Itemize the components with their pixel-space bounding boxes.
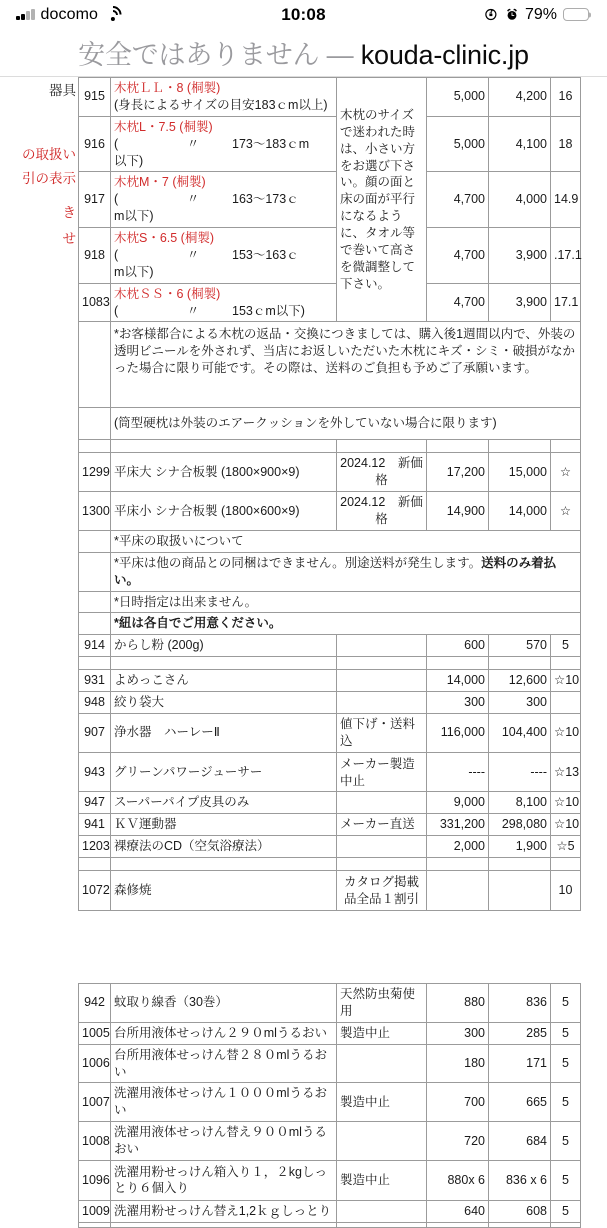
cell-code-empty (79, 657, 111, 670)
cell-name: からし粉 (200g) (111, 635, 337, 657)
table-row (79, 1200, 581, 1222)
cell-list-price: 14,900 (427, 492, 489, 531)
table-row-note (79, 613, 581, 635)
cell-hiradoko-note-1 (111, 552, 581, 591)
cell-sale-empty (489, 858, 551, 871)
cell-code: 1009 (79, 1200, 111, 1222)
cell-points: 16 (551, 78, 581, 117)
size-range: 173〜183ｃm (232, 136, 310, 151)
cell-list-price: 4,700 (427, 228, 489, 284)
cell-list-empty (427, 440, 489, 453)
table-row (79, 692, 581, 714)
cell-hiradoko-note-3: *紐は各自でご用意ください。 (111, 613, 581, 635)
cell-code: 943 (79, 752, 111, 792)
cell-note (337, 1122, 427, 1161)
cell-list-price: 5,000 (427, 78, 489, 117)
product-name-line2 (114, 303, 333, 320)
cell-sale-price: 12,600 (489, 670, 551, 692)
table-row (79, 713, 581, 752)
product-name-line2 (114, 136, 333, 153)
table-row (79, 283, 581, 322)
cell-points: 17.1 (551, 283, 581, 322)
cell-name: スーパーパイプ皮具のみ (111, 792, 337, 814)
cell-name: 洗濯用液体せっけん１０００mlうるおい (111, 1083, 337, 1122)
cell-note (337, 635, 427, 657)
cell-list-price: 720 (427, 1122, 489, 1161)
cell-name: 森修焼 (111, 871, 337, 911)
cell-list-price: 5,000 (427, 116, 489, 172)
table-row (79, 752, 581, 792)
cell-sale-price: 4,000 (489, 172, 551, 228)
cell-points (551, 692, 581, 714)
table-row (79, 172, 581, 228)
cell-hiradoko-note-0: *平床の取扱いについて (111, 530, 581, 552)
cell-list-price: 880x 6 (427, 1160, 489, 1200)
cell-list-price (427, 871, 489, 911)
cell-list-price: 9,000 (427, 792, 489, 814)
cell-code: 915 (79, 78, 111, 117)
cell-note: 製造中止 (337, 1160, 427, 1200)
cell-sale-price: 298,080 (489, 814, 551, 836)
table-row-spacer (79, 657, 581, 670)
product-name-line3: m以下) (114, 209, 154, 224)
cell-name: よめっこさん (111, 670, 337, 692)
status-bar (0, 0, 607, 29)
cell-code: 1300 (79, 492, 111, 531)
cell-note: 天然防虫菊使用 (337, 984, 427, 1023)
cell-name (111, 283, 337, 322)
table-row (79, 792, 581, 814)
cell-sale-price (489, 1222, 551, 1227)
cell-points: ☆ (551, 492, 581, 531)
cell-code: 1072 (79, 871, 111, 911)
cell-sale-price: 836 x 6 (489, 1160, 551, 1200)
cell-list-price: 640 (427, 1200, 489, 1222)
cell-list-empty (427, 657, 489, 670)
cell-name: 浄水器 ハーレーⅡ (111, 713, 337, 752)
cell-note: 製造中止 (337, 1083, 427, 1122)
cell-sale-price: 104,400 (489, 713, 551, 752)
table-row-note (79, 552, 581, 591)
price-table-block-1 (78, 77, 580, 911)
cell-points: 5 (551, 984, 581, 1023)
cell-note (337, 1200, 427, 1222)
cell-name: 台所用液体せっけん替２８０mlうるおい (111, 1044, 337, 1083)
wifi-icon (104, 8, 121, 21)
cell-note: 製造中止 (337, 1022, 427, 1044)
cell-pt-empty (551, 657, 581, 670)
cell-name (111, 116, 337, 172)
ditto-mark: 〃 (186, 136, 200, 151)
cell-pt-empty (551, 858, 581, 871)
cell-code-empty (79, 530, 111, 552)
cell-note-empty (337, 657, 427, 670)
cell-points (551, 1222, 581, 1227)
table-row (79, 670, 581, 692)
product-name-line2 (114, 247, 333, 264)
cell-code: 931 (79, 670, 111, 692)
product-name-line3: 以下) (114, 153, 144, 168)
cell-code: 1008 (79, 1122, 111, 1161)
cell-hiradoko-note-2: *日時指定は出来ません。 (111, 591, 581, 613)
table-row (79, 453, 581, 492)
cell-code-empty (79, 440, 111, 453)
cell-name-empty (111, 657, 337, 670)
cell-list-price: 17,200 (427, 453, 489, 492)
carrier-label: docomo (40, 5, 99, 23)
cell-name: 裸療法のCD（空気浴療法） (111, 836, 337, 858)
url-separator: — (319, 40, 361, 70)
cell-points: ☆10 (551, 792, 581, 814)
price-table-main (78, 77, 581, 911)
cell-code: 948 (79, 692, 111, 714)
cell-points: 5 (551, 1022, 581, 1044)
cell-points: 5 (551, 635, 581, 657)
ditto-mark: 〃 (186, 303, 200, 318)
cell-sale-empty (489, 657, 551, 670)
cell-points: 5 (551, 1200, 581, 1222)
table-row (79, 228, 581, 284)
cell-code: 1096 (79, 1160, 111, 1200)
security-warning-label: 安全ではありません (78, 40, 320, 70)
cell-name: 台所用液体せっけん２９０mlうるおい (111, 1022, 337, 1044)
ditto-mark: 〃 (186, 247, 200, 262)
cell-list-price: 700 (427, 1083, 489, 1122)
table-row-spacer (79, 440, 581, 453)
cell-list-empty (427, 858, 489, 871)
cell-name (111, 78, 337, 117)
cell-name (111, 1222, 337, 1227)
cell-code: 1005 (79, 1022, 111, 1044)
cell-name: グリーンパワージューサー (111, 752, 337, 792)
cell-sale-price: 4,100 (489, 116, 551, 172)
table-row-note (79, 530, 581, 552)
cell-name-empty (111, 858, 337, 871)
cell-sale-price: ---- (489, 752, 551, 792)
cell-note (337, 1044, 427, 1083)
cell-points: 5 (551, 1122, 581, 1161)
cell-code-empty (79, 552, 111, 591)
cell-note (337, 1222, 427, 1227)
cell-points: ☆13 (551, 752, 581, 792)
table-row (79, 836, 581, 858)
table-row (79, 984, 581, 1023)
cell-code: 941 (79, 814, 111, 836)
table-row (79, 635, 581, 657)
alarm-clock-icon (505, 7, 519, 22)
clock-label: 10:08 (281, 4, 326, 24)
cell-sale-price: 285 (489, 1022, 551, 1044)
price-table-block-2 (78, 983, 580, 1228)
cell-points: 18 (551, 116, 581, 172)
cell-list-price (427, 1222, 489, 1227)
cell-name (111, 172, 337, 228)
browser-url-bar[interactable] (0, 29, 607, 77)
cell-name (111, 228, 337, 284)
cell-sale-price: 3,900 (489, 228, 551, 284)
cell-code: 947 (79, 792, 111, 814)
cell-sale-price: 1,900 (489, 836, 551, 858)
table-row (79, 78, 581, 117)
cell-name: 洗濯用粉せっけん箱入り１，２kgしっとり６個入り (111, 1160, 337, 1200)
cell-list-price: 300 (427, 692, 489, 714)
product-name-line1: 木枕ＬＬ・8 (桐製) (114, 81, 221, 95)
cell-list-price: 116,000 (427, 713, 489, 752)
product-name-line1: 木枕M・7 (桐製) (114, 175, 206, 190)
cell-points: .17.1 (551, 228, 581, 284)
cell-note (337, 692, 427, 714)
cell-note (337, 670, 427, 692)
paren-open: ( (114, 303, 119, 318)
product-name-line2: (身長によるサイズの目安183ｃm以上) (114, 97, 328, 112)
cell-code: 1203 (79, 836, 111, 858)
product-name-line1: 木枕L・7.5 (桐製) (114, 119, 213, 134)
cell-list-price: 300 (427, 1022, 489, 1044)
cell-list-price: 331,200 (427, 814, 489, 836)
cell-points: 14.9 (551, 172, 581, 228)
cell-merged-size-note: 木枕のサイズで迷われた時は、小さい方をお選び下さい。顔の面と床の面が平行になるように、タオル等で巻いて高さを微調整して下さい。 (337, 78, 427, 322)
cell-name: 洗濯用液体せっけん替え９００mlうるおい (111, 1122, 337, 1161)
size-range: 153〜163ｃ (232, 247, 299, 262)
table-row (79, 814, 581, 836)
status-bar-right (484, 6, 589, 24)
table-row (79, 116, 581, 172)
cell-name-empty (111, 440, 337, 453)
price-table-soap (78, 983, 581, 1228)
web-page-viewport[interactable] (0, 77, 607, 1218)
cell-sale-price: 836 (489, 984, 551, 1023)
cell-points: 5 (551, 1160, 581, 1200)
cell-code-empty (79, 613, 111, 635)
cell-points: ☆ (551, 453, 581, 492)
cell-sale-price: 14,000 (489, 492, 551, 531)
cell-note-empty (337, 440, 427, 453)
product-name-line2 (114, 191, 333, 208)
cell-code (79, 1222, 111, 1227)
cell-list-price: 600 (427, 635, 489, 657)
cell-return-policy-note: *お客様都合による木枕の返品・交換につきましては、購入後1週間以内で、外装の透明ビニールを外されず、当店にお返しいただいた木枕にキズ・シミ・破損がなかった場合に限り可能です。その際は、送料のご負担も予めご了承願います。 (111, 322, 581, 408)
cell-code-empty (79, 322, 111, 408)
cell-sale-price: 171 (489, 1044, 551, 1083)
cell-pt-empty (551, 440, 581, 453)
table-row-footnote (79, 408, 581, 440)
cell-sale-price: 300 (489, 692, 551, 714)
ditto-mark: 〃 (186, 192, 200, 207)
table-row (79, 492, 581, 531)
cell-code: 942 (79, 984, 111, 1023)
url-host-label: kouda-clinic.jp (360, 40, 529, 70)
table-row (79, 1083, 581, 1122)
cell-note: 2024.12 新価格 (337, 453, 427, 492)
status-bar-left (16, 6, 121, 24)
cell-note (337, 836, 427, 858)
cell-note: カタログ掲載品全品１割引 (337, 871, 427, 911)
rotation-lock-icon (484, 7, 499, 22)
size-range: 153ｃm以下) (232, 303, 305, 318)
cell-points: 5 (551, 1083, 581, 1122)
cell-list-price: 2,000 (427, 836, 489, 858)
cell-sale-price (489, 871, 551, 911)
cell-code: 1299 (79, 453, 111, 492)
cell-name: ＫＶ運動器 (111, 814, 337, 836)
table-row (79, 1160, 581, 1200)
product-name-line3: m以下) (114, 264, 154, 279)
cell-code: 916 (79, 116, 111, 172)
cell-points: ☆10 (551, 814, 581, 836)
table-row-note (79, 591, 581, 613)
cell-list-price: 14,000 (427, 670, 489, 692)
cell-list-price: ---- (427, 752, 489, 792)
cell-name: 蚊取り線香（30巻） (111, 984, 337, 1023)
cell-name: 洗濯用粉せっけん替え1,2ｋｇしっとり (111, 1200, 337, 1222)
cell-code: 918 (79, 228, 111, 284)
paren-open: ( (114, 247, 119, 262)
cell-code: 1007 (79, 1083, 111, 1122)
cell-code-empty (79, 858, 111, 871)
url-text[interactable] (78, 33, 529, 72)
cell-points: ☆5 (551, 836, 581, 858)
cell-code-empty (79, 591, 111, 613)
cell-sale-price: 608 (489, 1200, 551, 1222)
cell-list-price: 4,700 (427, 172, 489, 228)
cell-code: 1083 (79, 283, 111, 322)
cell-list-price: 880 (427, 984, 489, 1023)
cell-list-price: 180 (427, 1044, 489, 1083)
cell-name: 平床大 シナ合板製 (1800×900×9) (111, 453, 337, 492)
sidebar-frag-1[interactable]: の取扱い (22, 147, 76, 162)
cell-note-empty (337, 858, 427, 871)
cell-sale-price: 665 (489, 1083, 551, 1122)
cell-note: メーカー直送 (337, 814, 427, 836)
cell-note: メーカー製造中止 (337, 752, 427, 792)
cell-points: ☆10 (551, 713, 581, 752)
sidebar-frag-2[interactable]: 引の表示 (22, 171, 76, 186)
table-row (79, 1122, 581, 1161)
cell-points: 10 (551, 871, 581, 911)
cell-code: 1006 (79, 1044, 111, 1083)
table-row-clipped (79, 1222, 581, 1227)
cell-sale-price: 8,100 (489, 792, 551, 814)
cell-note: 2024.12 新価格 (337, 492, 427, 531)
paren-open: ( (114, 192, 119, 207)
table-row (79, 1022, 581, 1044)
note-text: *平床は他の商品との同梱はできません。別途送料が発生します。 (114, 555, 482, 570)
cell-note (337, 792, 427, 814)
cell-note: 値下げ・送料込 (337, 713, 427, 752)
cell-list-price: 4,700 (427, 283, 489, 322)
cell-sale-empty (489, 440, 551, 453)
table-row-footnote (79, 322, 581, 408)
cell-sale-price: 15,000 (489, 453, 551, 492)
cell-points: 5 (551, 1044, 581, 1083)
cell-sale-price: 570 (489, 635, 551, 657)
product-name-line1: 木枕ＳＳ・6 (桐製) (114, 286, 221, 301)
cell-code: 907 (79, 713, 111, 752)
cell-hard-pillow-note: (筒型硬枕は外装のエアークッションを外していない場合に限ります) (111, 408, 581, 440)
cell-sale-price: 3,900 (489, 283, 551, 322)
note-text-bold: 送料のみ着払い。 (114, 555, 557, 587)
cell-code-empty (79, 408, 111, 440)
cell-code: 914 (79, 635, 111, 657)
battery-percent-label: 79% (524, 5, 557, 23)
cell-name: 平床小 シナ合板製 (1800×600×9) (111, 492, 337, 531)
sidebar-frag-4[interactable]: せ (62, 231, 76, 246)
cell-code: 917 (79, 172, 111, 228)
battery-charging-icon (563, 8, 589, 21)
cell-name: 絞り袋大 (111, 692, 337, 714)
sidebar-frag-0: 器具 (49, 83, 76, 98)
cell-sale-price: 4,200 (489, 78, 551, 117)
product-name-line1: 木枕S・6.5 (桐製) (114, 231, 215, 245)
left-sidebar-fragment (0, 77, 78, 1080)
size-range: 163〜173ｃ (232, 192, 299, 207)
charging-bolt-icon (571, 8, 582, 21)
signal-bars-icon (16, 9, 35, 20)
cell-points: ☆10 (551, 670, 581, 692)
paren-open: ( (114, 136, 119, 151)
sidebar-frag-3[interactable]: き (62, 205, 76, 220)
table-row (79, 871, 581, 911)
cell-sale-price: 684 (489, 1122, 551, 1161)
table-row (79, 1044, 581, 1083)
table-row-spacer (79, 858, 581, 871)
